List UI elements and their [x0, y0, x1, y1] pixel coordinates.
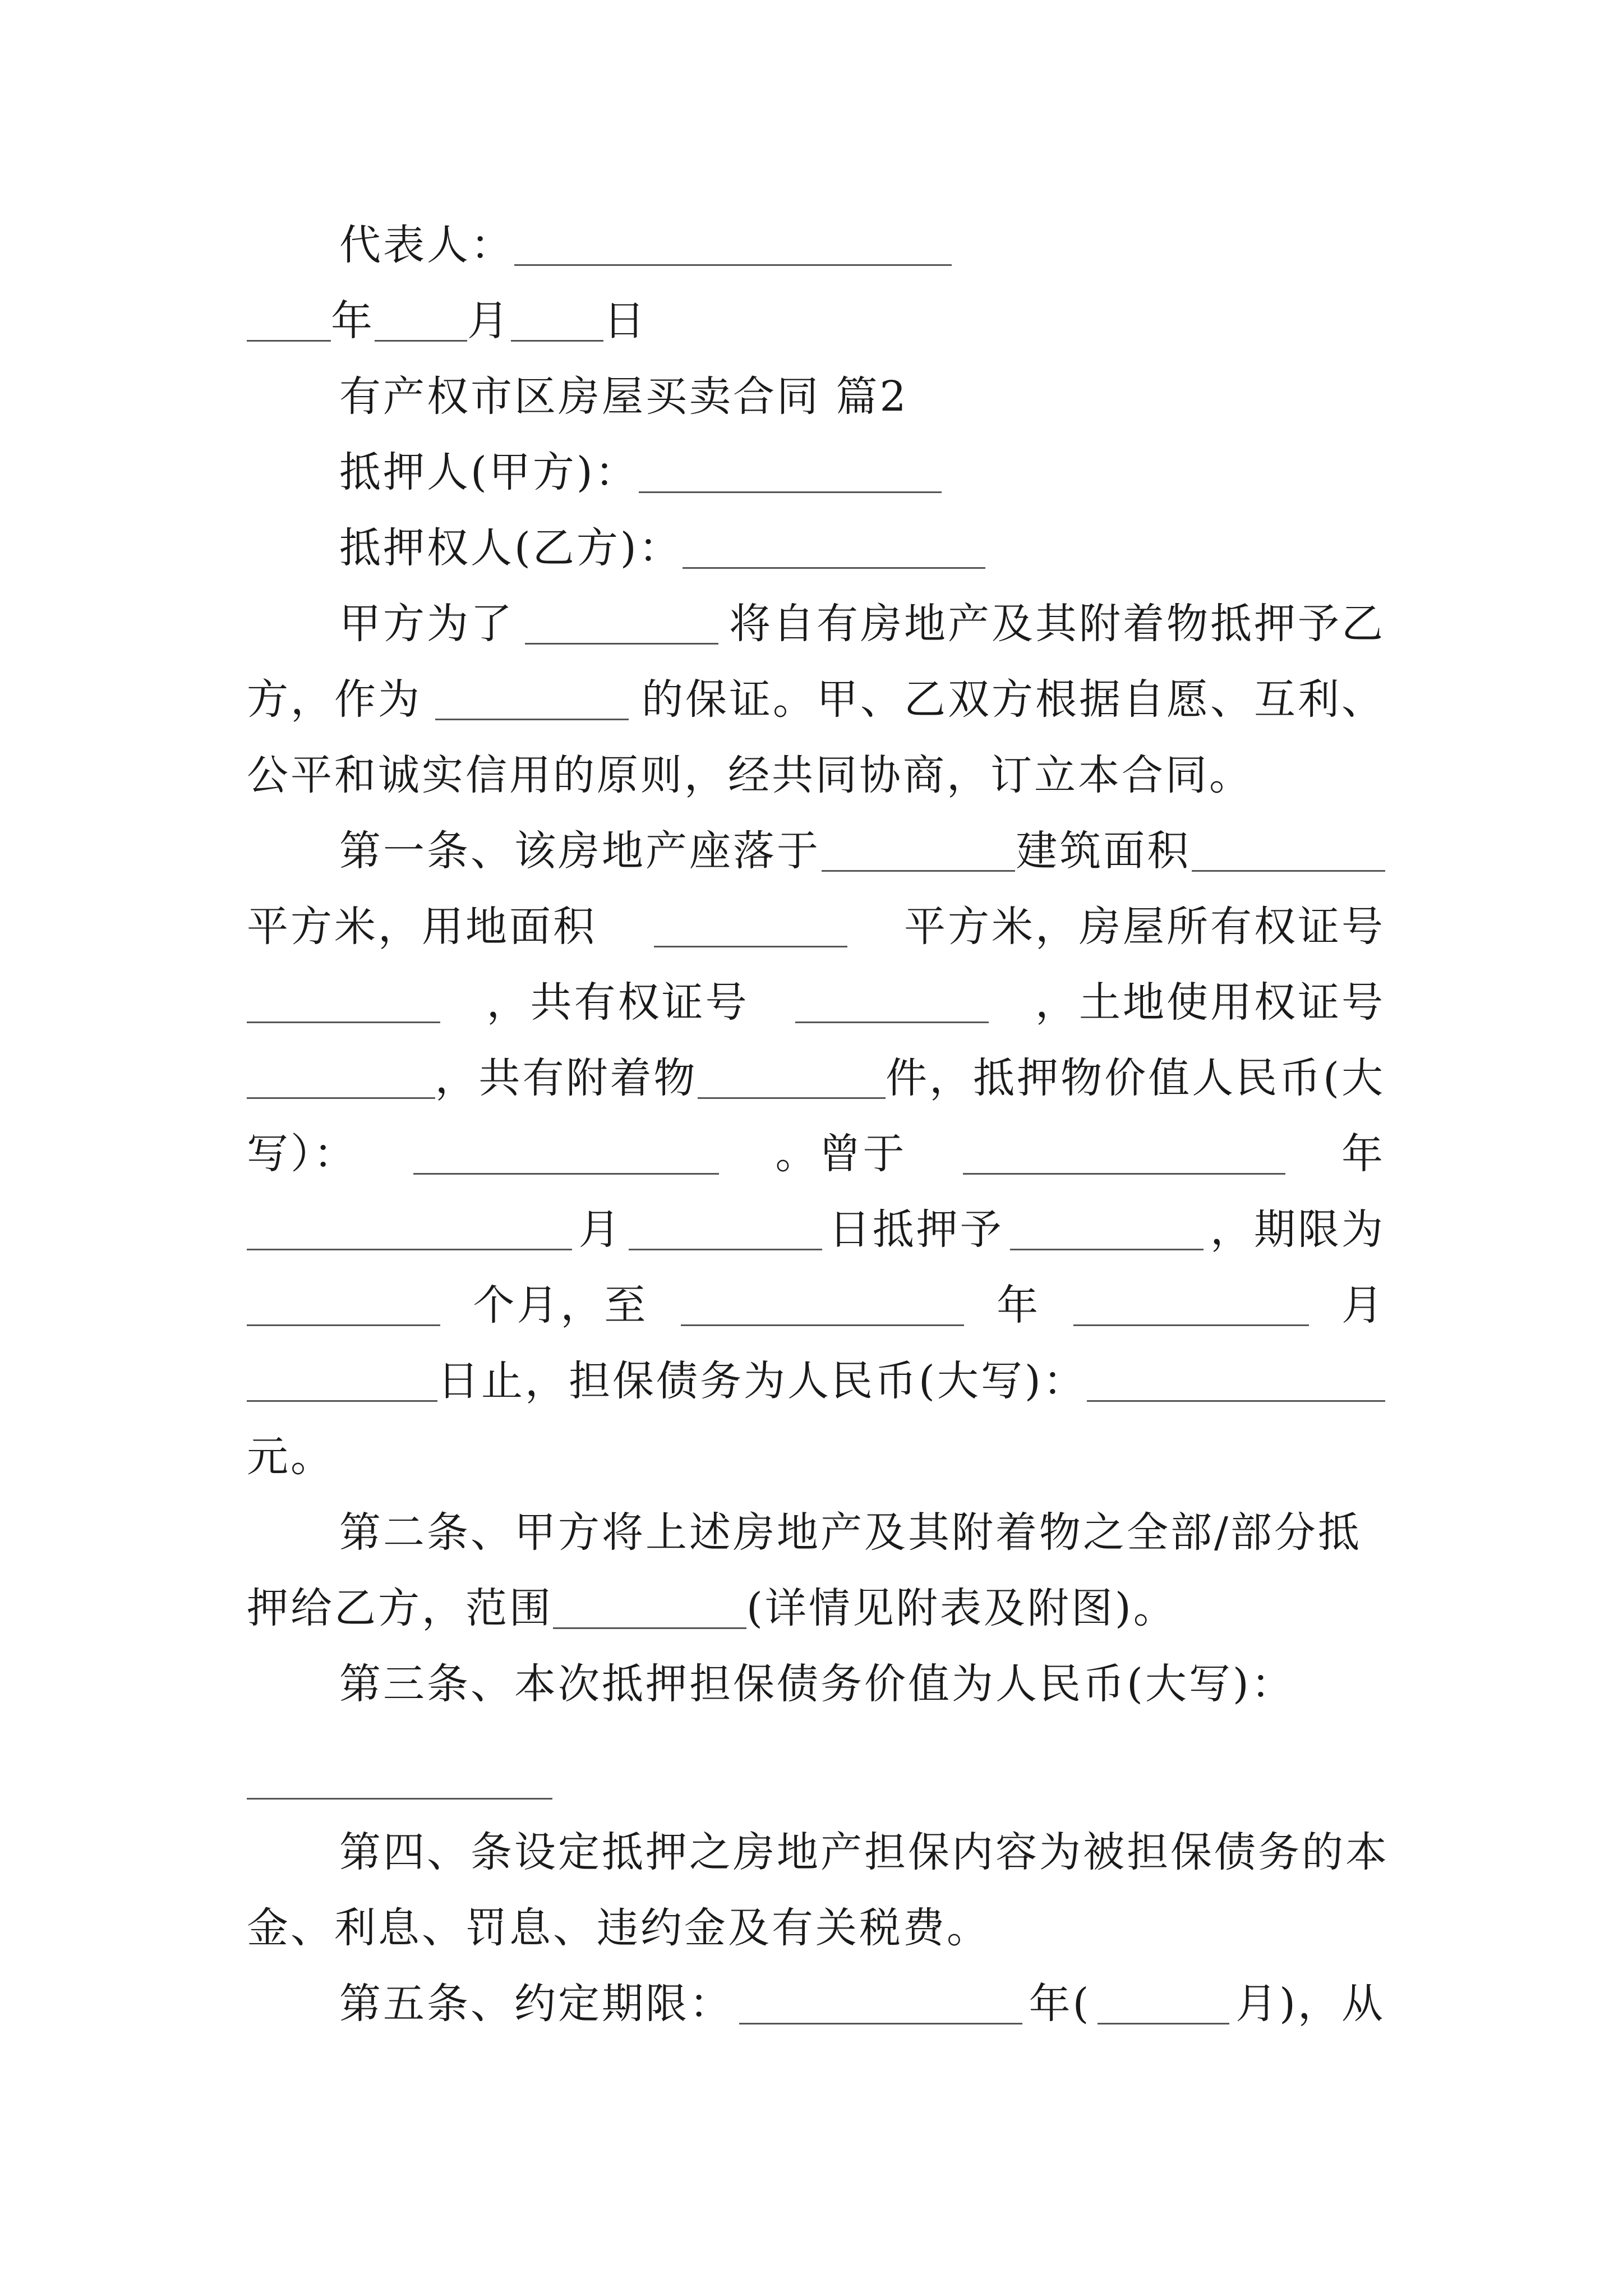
fill-in-blank: [247, 1058, 435, 1099]
text-segment: 第一条、该房地产座落于: [339, 827, 820, 875]
fill-in-blank: [1098, 1984, 1229, 2024]
fill-in-blank: [525, 604, 718, 645]
text-line: [339, 448, 942, 496]
fill-in-blank: [413, 1134, 719, 1175]
text-line: [247, 978, 1385, 1027]
text-segment: 抵押人(甲方)：: [339, 448, 639, 496]
text-segment: ，期限为: [1210, 1205, 1385, 1254]
text-line: [247, 1054, 1385, 1102]
fill-in-blank: [654, 907, 847, 947]
fill-in-blank: [1192, 831, 1385, 872]
text-line: [339, 1980, 1385, 2028]
fill-in-blank: [795, 982, 989, 1023]
fill-in-blank: [514, 225, 952, 266]
text-segment: 建筑面积: [1016, 827, 1191, 875]
text-segment: ，土地使用权证号: [1035, 978, 1385, 1027]
fill-in-blank: [247, 301, 331, 342]
text-segment: 第五条、约定期限：: [339, 1980, 733, 2028]
text-segment: 月: [578, 1205, 623, 1254]
text-line: [247, 1904, 990, 1952]
text-line: [247, 1205, 1385, 1254]
text-line: [247, 903, 1385, 951]
text-line: [339, 524, 985, 572]
text-segment: 代表人：: [339, 221, 514, 269]
text-segment: (详情见附表及附图)。: [746, 1584, 1177, 1632]
fill-in-blank: [683, 528, 985, 569]
text-segment: 押给乙方，范围: [247, 1584, 553, 1632]
fill-in-blank: [247, 1209, 572, 1250]
text-line: [339, 1508, 1385, 1557]
text-segment: 年: [997, 1281, 1041, 1329]
fill-in-blank: [822, 831, 1015, 872]
text-segment: 第二条、甲方将上述房地产及其附着物之全部/部分抵: [339, 1508, 1362, 1557]
text-line: [247, 1130, 1385, 1178]
text-line: [339, 827, 1385, 875]
text-segment: 件，抵押物价值人民币(大: [886, 1054, 1385, 1102]
text-segment: 平方米，房屋所有权证号: [904, 903, 1385, 951]
text-segment: 日抵押予: [828, 1205, 1004, 1254]
fill-in-blank: [375, 301, 467, 342]
text-segment: 年: [1341, 1130, 1385, 1178]
text-line: [339, 221, 952, 269]
fill-in-blank: [1087, 1361, 1385, 1402]
text-line: [247, 1357, 1385, 1405]
fill-in-blank: [247, 1285, 440, 1326]
text-line: [339, 1828, 1389, 1876]
text-segment: 日: [603, 297, 647, 345]
text-segment: 公平和诚实信用的原则，经共同协商，订立本合同。: [247, 751, 1253, 799]
text-segment: 个月，至: [473, 1281, 648, 1329]
text-segment: ，共有附着物: [435, 1054, 698, 1102]
fill-in-blank: [629, 1209, 822, 1250]
text-segment: 第三条、本次抵押担保债务价值为人民币(大写)：: [339, 1660, 1295, 1708]
signature-blank-line: [247, 1798, 552, 1800]
text-line: [247, 751, 1253, 799]
text-segment: 日止，担保债务为人民币(大写)：: [437, 1357, 1087, 1405]
text-segment: 抵押权人(乙方)：: [339, 524, 683, 572]
text-line: [247, 297, 647, 345]
fill-in-blank: [247, 1361, 437, 1402]
fill-in-blank: [435, 679, 629, 720]
text-segment: 月: [1341, 1281, 1385, 1329]
text-segment: 甲方为了: [339, 600, 514, 648]
text-segment: ，共有权证号: [486, 978, 749, 1027]
fill-in-blank: [963, 1134, 1285, 1175]
text-line: [339, 372, 909, 421]
text-line: [247, 1584, 1177, 1632]
text-segment: 平方米，用地面积: [247, 903, 597, 951]
text-segment: 月: [467, 297, 511, 345]
fill-in-blank: [511, 301, 603, 342]
text-segment: 年: [331, 297, 375, 345]
fill-in-blank: [553, 1588, 746, 1629]
text-line: [247, 1433, 334, 1481]
text-segment: 年(: [1029, 1980, 1091, 2028]
fill-in-blank: [739, 1984, 1022, 2024]
text-line: [247, 1281, 1385, 1329]
text-segment: 写）：: [247, 1130, 357, 1178]
text-line: [339, 600, 1385, 648]
fill-in-blank: [681, 1285, 964, 1326]
fill-in-blank: [698, 1058, 886, 1099]
text-segment: 将自有房地产及其附着物抵押予乙: [729, 600, 1385, 648]
text-segment: 有产权市区房屋买卖合同 篇2: [339, 372, 909, 421]
fill-in-blank: [1010, 1209, 1204, 1250]
text-segment: 第四、条设定抵押之房地产担保内容为被担保债务的本: [339, 1828, 1389, 1876]
fill-in-blank: [1073, 1285, 1309, 1326]
fill-in-blank: [247, 982, 440, 1023]
text-line: [339, 1660, 1385, 1708]
text-line: [247, 675, 1385, 724]
text-segment: 的保证。甲、乙双方根据自愿、互利、: [642, 675, 1385, 724]
fill-in-blank: [639, 452, 942, 493]
text-segment: 月)，从: [1235, 1980, 1385, 2028]
text-segment: 。曾于: [775, 1130, 907, 1178]
text-segment: 元。: [247, 1433, 334, 1481]
text-segment: 金、利息、罚息、违约金及有关税费。: [247, 1904, 990, 1952]
text-segment: 方，作为: [247, 675, 422, 724]
